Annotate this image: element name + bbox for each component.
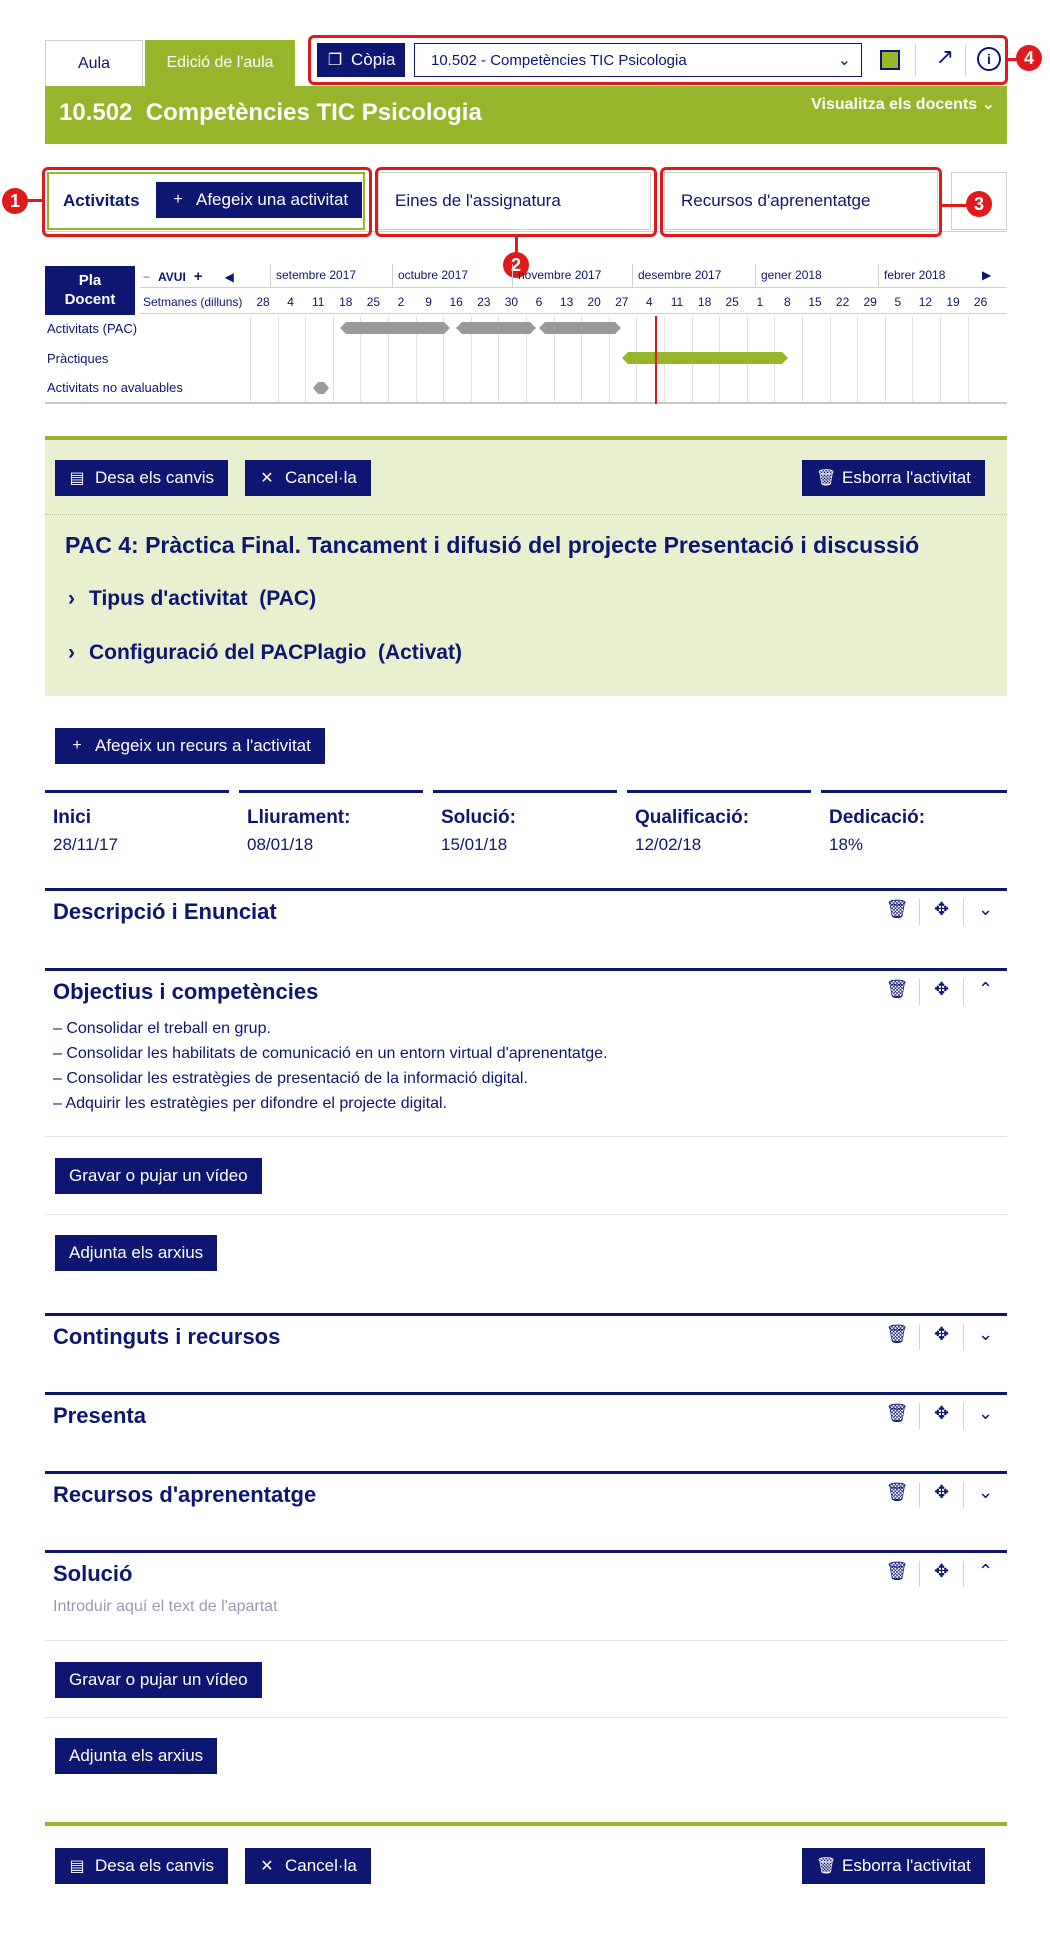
copy-label: Còpia <box>351 50 396 69</box>
gantt-today-line <box>655 316 657 404</box>
badge-4: 4 <box>1016 45 1042 71</box>
gantt-grid-line <box>305 316 306 404</box>
gantt-week: 6 <box>535 295 543 309</box>
trash-icon[interactable]: 🗑 <box>885 1403 909 1423</box>
save-icon: ▤ <box>69 1858 85 1875</box>
tab-edicio-label: Edició de l'aula <box>166 54 274 71</box>
panel-divider <box>45 514 1007 515</box>
add-resource-label: Afegeix un recurs a l'activitat <box>95 736 311 755</box>
page-title: 10.502 Competències TIC Psicologia <box>59 99 482 126</box>
date-label: Solució: <box>441 807 516 828</box>
minus-icon[interactable]: − <box>143 269 151 284</box>
chevron-down-icon: ⌄ <box>981 96 995 113</box>
chevron-up-icon[interactable]: ⌃ <box>963 1561 1007 1587</box>
gantt-diamond[interactable] <box>313 382 329 394</box>
gantt-grid-line <box>885 316 886 404</box>
section-title: Descripció i Enunciat <box>53 899 277 924</box>
gantt-week: 28 <box>256 295 270 309</box>
gantt-grid-line <box>968 316 969 404</box>
close-icon: ✕ <box>260 470 274 487</box>
bottom-bar-divider <box>45 1822 1007 1826</box>
chevron-down-icon[interactable]: ⌄ <box>963 1482 1007 1508</box>
gantt-week: 25 <box>366 295 381 309</box>
date-value: 15/01/18 <box>441 835 508 854</box>
course-select-value: 10.502 - Competències TIC Psicologia <box>431 51 687 69</box>
gantt-month-divider <box>512 264 513 288</box>
chevron-up-icon[interactable]: ⌃ <box>963 979 1007 1005</box>
gantt-week: 15 <box>808 295 822 309</box>
chevron-down-icon[interactable]: ⌄ <box>963 1324 1007 1350</box>
trash-icon[interactable]: 🗑 <box>885 899 909 919</box>
delete-label: Esborra l'activitat <box>842 468 971 487</box>
chevron-right-icon: › <box>68 587 75 610</box>
date-value: 08/01/18 <box>247 835 314 854</box>
plus-icon: + <box>72 737 82 754</box>
cancel-button[interactable] <box>245 460 371 496</box>
date-value: 18% <box>829 835 864 854</box>
attach-files-button[interactable] <box>55 1235 217 1271</box>
section-title: Solució <box>53 1561 133 1586</box>
gantt-bar-pac[interactable] <box>539 322 621 334</box>
save-label: Desa els canvis <box>95 1856 215 1875</box>
gantt-grid-line <box>333 316 334 404</box>
record-video-label: Gravar o pujar un vídeo <box>69 1670 248 1689</box>
pla-docent-label <box>45 266 135 315</box>
tab-eines-label: Eines de l'assignatura <box>395 191 561 210</box>
move-icon[interactable]: ✥ <box>919 1561 963 1587</box>
record-video-button[interactable] <box>55 1158 262 1194</box>
gantt-bar-pac[interactable] <box>340 322 450 334</box>
section-presenta <box>45 1392 1007 1452</box>
date-label: Inici <box>53 807 92 828</box>
gantt-week: 29 <box>863 295 877 309</box>
tab-activitats-label: Activitats <box>63 191 140 210</box>
attach-files-label: Adjunta els arxius <box>69 1746 204 1765</box>
config-label: Configuració del PACPlagio (Activat) <box>89 641 462 664</box>
chevron-right-icon: › <box>68 641 75 664</box>
tipus-toggle[interactable] <box>68 587 316 611</box>
section-title: Continguts i recursos <box>53 1324 281 1349</box>
gantt-row-label: Pràctiques <box>47 351 109 366</box>
move-icon[interactable]: ✥ <box>919 1482 963 1508</box>
gantt-grid-line <box>802 316 803 404</box>
date-lliurament <box>239 790 423 860</box>
cancel-button[interactable] <box>245 1848 371 1884</box>
delete-label: Esborra l'activitat <box>842 1856 971 1875</box>
trash-icon[interactable]: 🗑 <box>885 1324 909 1344</box>
date-dedicacio <box>821 790 1007 860</box>
weeks-label: Setmanes (dilluns) <box>143 295 243 309</box>
gantt-bar-pac[interactable] <box>456 322 536 334</box>
gantt-grid-line <box>278 316 279 404</box>
gantt-week: 13 <box>559 295 574 309</box>
gantt-row-label: Activitats (PAC) <box>47 321 138 336</box>
add-activity-label: Afegeix una activitat <box>196 190 349 209</box>
date-label: Lliurament: <box>247 807 351 828</box>
gantt-grid-line <box>940 316 941 404</box>
gantt-week: 20 <box>587 295 601 309</box>
date-label: Dedicació: <box>829 807 926 828</box>
prev-arrow-icon[interactable]: ◀ <box>224 269 234 284</box>
gantt-bottom-line <box>45 402 1007 404</box>
section-title: Recursos d'aprenentatge <box>53 1482 317 1507</box>
list-item: – Consolidar les habilitats de comunicació en un entorn virtual d'aprenentatge. <box>53 1045 608 1062</box>
gantt-week: 30 <box>504 295 519 309</box>
gantt-month: desembre 2017 <box>638 268 722 282</box>
delete-activity-button[interactable] <box>802 460 985 496</box>
tab-edicio[interactable] <box>145 40 295 86</box>
course-header <box>45 86 1007 144</box>
gantt-week: 5 <box>894 295 902 309</box>
highlight-4 <box>308 35 1008 85</box>
pla-docent-line2: Docent <box>64 291 116 308</box>
divider <box>45 1214 1007 1215</box>
chevron-down-icon: ⌄ <box>837 52 851 69</box>
date-label: Qualificació: <box>635 807 750 828</box>
move-icon[interactable]: ✥ <box>919 1324 963 1350</box>
divider <box>45 1136 1007 1137</box>
config-toggle[interactable] <box>68 641 462 665</box>
list-item: – Adquirir les estratègies per difondre el projecte digital. <box>53 1095 447 1112</box>
gantt-grid-line <box>250 316 251 404</box>
cancel-label: Cancel·la <box>285 1856 357 1875</box>
cancel-label: Cancel·la <box>285 468 357 487</box>
divider <box>45 1640 1007 1641</box>
tab-aula-label: Aula <box>77 54 111 72</box>
gantt-month: gener 2018 <box>761 268 822 282</box>
gantt-week: 1 <box>756 295 764 309</box>
gantt-week: 27 <box>615 295 629 309</box>
gantt-month: febrer 2018 <box>884 268 946 282</box>
section-recursos <box>45 1471 1007 1531</box>
list-item: – Consolidar el treball en grup. <box>53 1020 271 1037</box>
avui-button[interactable]: AVUI <box>158 269 186 284</box>
external-link-icon[interactable]: ↗ <box>935 44 955 69</box>
gantt-week: 4 <box>646 295 653 309</box>
gantt-month: octubre 2017 <box>398 268 469 282</box>
delete-activity-button[interactable] <box>802 1848 985 1884</box>
gantt-week: 12 <box>918 295 933 309</box>
badge-2: 2 <box>503 252 529 278</box>
plus-icon: + <box>173 191 183 208</box>
save-button[interactable] <box>55 460 228 496</box>
gantt-month: setembre 2017 <box>276 268 357 282</box>
gantt-week: 26 <box>973 295 988 309</box>
docents-link[interactable] <box>811 94 995 114</box>
gantt-week: 22 <box>835 295 850 309</box>
section-title: Objectius i competències <box>53 979 319 1004</box>
section-descripcio <box>45 888 1007 948</box>
gantt-week: 18 <box>697 295 712 309</box>
gantt-week: 25 <box>725 295 739 309</box>
badge-1: 1 <box>2 188 28 214</box>
activity-title: PAC 4: Pràctica Final. Tancament i difusió del projecte Presentació i discussió <box>65 532 920 558</box>
chevron-down-icon[interactable]: ⌄ <box>963 1403 1007 1429</box>
gantt-week: 11 <box>311 295 325 309</box>
gantt-grid-line <box>857 316 858 404</box>
close-icon: ✕ <box>260 1858 274 1875</box>
record-video-button[interactable] <box>55 1662 262 1698</box>
gantt-week: 8 <box>784 295 791 309</box>
copy-icon: ❐ <box>327 52 343 69</box>
next-arrow-icon[interactable]: ▶ <box>982 268 992 282</box>
attach-files-label: Adjunta els arxius <box>69 1243 204 1262</box>
tab-aula[interactable] <box>45 40 143 86</box>
gantt-row-label: Activitats no avaluables <box>47 380 183 395</box>
docents-link-label: Visualitza els docents <box>811 96 978 113</box>
tab-recursos-label: Recursos d'aprenentatge <box>681 191 871 210</box>
date-value: 28/11/17 <box>53 835 118 854</box>
gantt-week: 9 <box>425 295 432 309</box>
save-button[interactable] <box>55 1848 228 1884</box>
gantt-week: 4 <box>287 295 294 309</box>
gantt-week: 2 <box>397 295 405 309</box>
section-continguts <box>45 1313 1007 1373</box>
trash-icon: 🗑 <box>816 1858 837 1875</box>
gantt-week: 18 <box>339 295 353 309</box>
move-icon[interactable]: ✥ <box>919 899 963 925</box>
trash-icon: 🗑 <box>816 470 837 487</box>
date-inici <box>45 790 229 860</box>
date-qualificacio <box>627 790 811 860</box>
date-value: 12/02/18 <box>635 835 702 854</box>
save-label: Desa els canvis <box>95 468 215 487</box>
objectius-list <box>53 1016 608 1116</box>
plus-icon[interactable]: + <box>193 268 203 285</box>
gantt-bar-practiques[interactable] <box>622 352 788 364</box>
trash-icon[interactable]: 🗑 <box>885 979 909 999</box>
highlight-1 <box>42 167 372 237</box>
highlight-2 <box>375 167 657 237</box>
gantt-grid-line <box>912 316 913 404</box>
gantt-month-divider <box>878 264 879 288</box>
record-video-label: Gravar o pujar un vídeo <box>69 1166 248 1185</box>
attach-files-button[interactable] <box>55 1738 217 1774</box>
gantt-grid-line <box>830 316 831 404</box>
highlight-3 <box>660 167 942 237</box>
section-title: Presenta <box>53 1403 146 1428</box>
gantt-month-divider <box>755 264 756 288</box>
gantt-week: 16 <box>449 295 463 309</box>
gantt-week: 11 <box>670 295 684 309</box>
gantt-month-divider <box>270 264 271 288</box>
info-icon[interactable]: i <box>977 47 1001 71</box>
gantt-month: novembre 2017 <box>518 268 602 282</box>
date-solucio <box>433 790 617 860</box>
chevron-down-icon[interactable]: ⌄ <box>963 899 1007 925</box>
trash-icon[interactable]: 🗑 <box>885 1561 909 1581</box>
list-item: – Consolidar les estratègies de presentació de la informació digital. <box>53 1070 528 1087</box>
move-icon[interactable]: ✥ <box>919 1403 963 1429</box>
gantt-week: 23 <box>477 295 491 309</box>
pla-docent-line1: Pla <box>78 272 102 289</box>
solucio-input[interactable]: Introduir aquí el text de l'apartat <box>53 1598 278 1615</box>
gantt-month-divider <box>632 264 633 288</box>
badge-3: 3 <box>966 191 992 217</box>
trash-icon[interactable]: 🗑 <box>885 1482 909 1502</box>
move-icon[interactable]: ✥ <box>919 979 963 1005</box>
save-icon: ▤ <box>69 470 85 487</box>
divider <box>45 1717 1007 1718</box>
add-resource-button[interactable] <box>55 728 325 764</box>
tipus-label: Tipus d'activitat (PAC) <box>89 587 317 610</box>
gantt-month-divider <box>392 264 393 288</box>
gantt-week: 19 <box>946 295 960 309</box>
